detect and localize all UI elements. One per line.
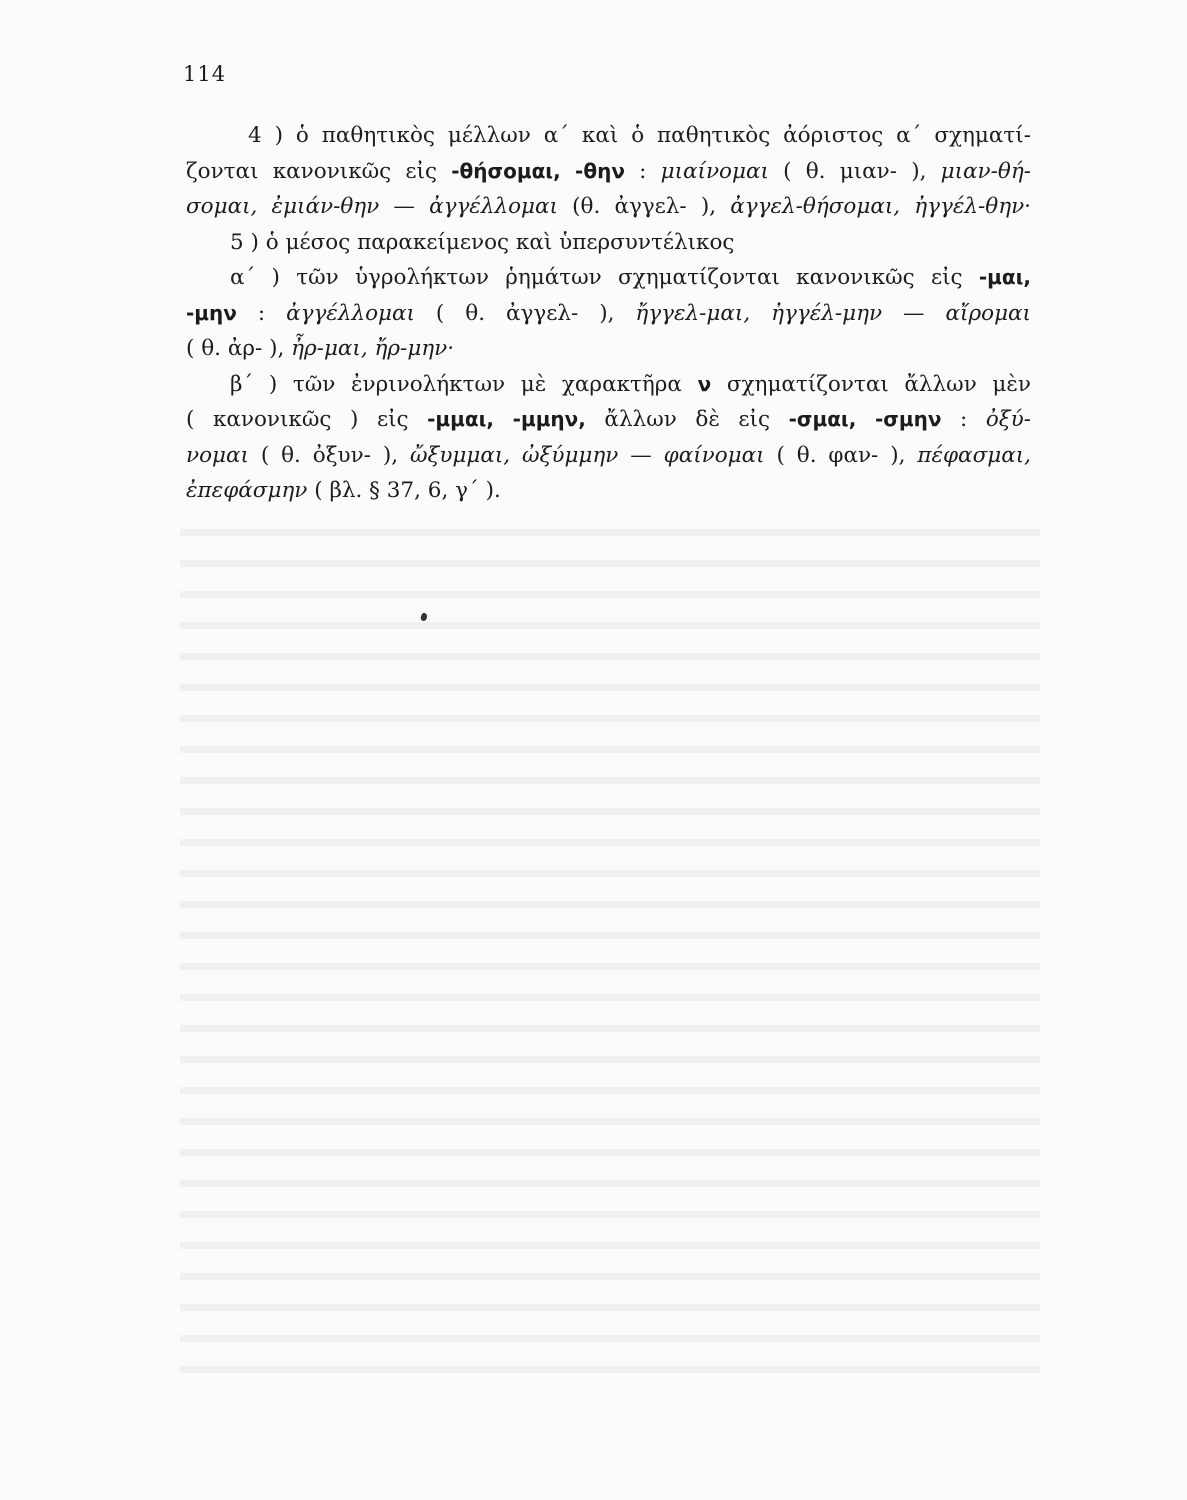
paragraph-4-line-1: 4 ) ὁ παθητικὸς μέλλων α΄ καὶ ὁ παθητικὸς ἀόριστος α΄ σχηματί-	[248, 123, 1031, 148]
paragraph-5a-line-2: -μην : ἀγγέλλομαι ( θ. ἀγγελ- ), ἤγγελ-μαι, ἠγγέλ-μην — αἴρομαι	[186, 300, 1031, 326]
paragraph-4-line-3: σομαι, ἐμιάν-θην — ἀγγέλλομαι (θ. ἀγγελ- ), ἀγγελ-θήσομαι, ἠγγέλ-θην·	[186, 194, 1032, 219]
paragraph-5-heading: 5 ) ὁ μέσος παρακείμενος καὶ ὑπερσυντέλικος	[230, 229, 735, 255]
page-number: 114	[183, 62, 227, 86]
paragraph-5a-line-1: α΄ ) τῶν ὑγρολήκτων ῥημάτων σχηματίζονται κανονικῶς εἰς -μαι,	[230, 265, 1031, 290]
paragraph-5b-line-2: ( κανονικῶς ) εἰς -μμαι, -μμην, ἄλλων δὲ εἰς -σμαι, -σμην : ὀξύ-	[186, 407, 1031, 432]
paragraph-5a-line-3: ( θ. ἀρ- ), ἦρ-μαι, ἤρ-μην·	[186, 336, 455, 361]
paragraph-4-line-2: ζονται κανονικῶς εἰς -θήσομαι, -θην : μιαίνομαι ( θ. μιαν- ), μιαν-θή-	[186, 158, 1031, 184]
show-through-texture	[180, 505, 1040, 1385]
main-text	[186, 118, 1031, 509]
ink-speck	[420, 612, 428, 622]
paragraph-5b-line-1: β΄ ) τῶν ἐνρινολήκτων μὲ χαρακτῆρα ν σχηματίζονται ἄλλων μὲν	[230, 371, 1031, 397]
paragraph-5b-line-3: νομαι ( θ. ὀξυν- ), ὤξυμμαι, ὠξύμμην — φαίνομαι ( θ. φαν- ), πέφασμαι,	[186, 442, 1032, 468]
paragraph-5b-line-4: ἐπεφάσμην ( βλ. § 37, 6, γ΄ ).	[186, 478, 501, 503]
